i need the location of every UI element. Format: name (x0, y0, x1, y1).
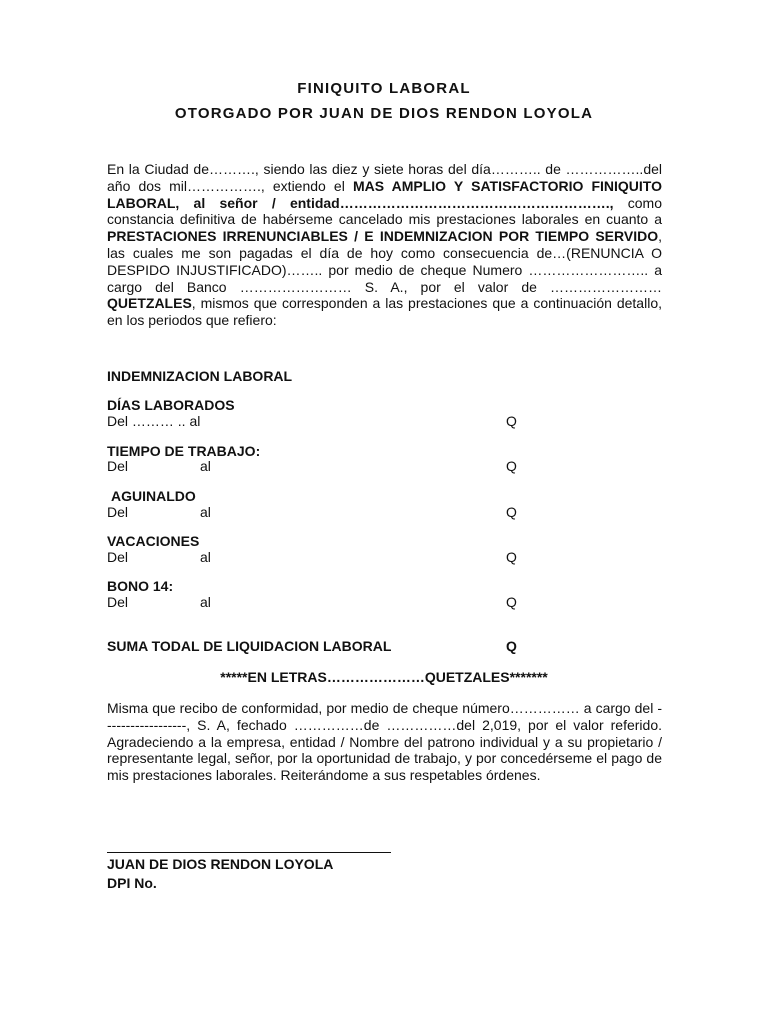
amount-in-words: *****EN LETRAS…………………QUETZALES******* (220, 669, 548, 685)
tiempo-heading: TIEMPO DE TRABAJO: (107, 443, 261, 459)
signature-line (107, 852, 391, 853)
document-title: FINIQUITO LABORAL (297, 80, 471, 97)
total-amount: Q (506, 638, 517, 654)
intro-text-1: En la Ciudad de………., siendo las diez y siete horas del día……….. de ……………..del año dos mil……………., extiendo el (107, 161, 662, 194)
dias-period: Del ……… .. al (107, 413, 201, 429)
aguinaldo-amount: Q (506, 504, 517, 520)
aguinaldo-del: Del (107, 504, 129, 520)
vacaciones-al: al (200, 549, 211, 565)
total-label: SUMA TODAL DE LIQUIDACION LABORAL (107, 638, 392, 654)
intro-bold-1: MAS AMPLIO Y SATISFACTORIO FINIQUITO LABORAL, al señor / entidad…………………………………………………., (107, 177, 662, 211)
bono-al: al (200, 594, 211, 610)
bono-amount: Q (506, 594, 517, 610)
closing-paragraph: Misma que recibo de conformidad, por medio de cheque número…………… a cargo del ------------------, S. A, fechado ……………de ……………del 2,019, por el valor referido. Agradeciendo a la empresa, entidad / Nombre del patrono individual y a su propietario / representante legal, señor, por la oportunidad de trabajo, y por concedérseme el pago de mis prestaciones laborales. Reiterándome a sus respetables órdenes. (107, 700, 662, 784)
dpi-label: DPI No. (107, 875, 157, 891)
tiempo-amount: Q (506, 458, 517, 474)
dias-amount: Q (506, 413, 517, 429)
bono-heading: BONO 14: (107, 578, 174, 594)
bono-del: Del (107, 594, 129, 610)
intro-text-2: como constancia definitiva de habérseme cancelado mis prestaciones laborales en cuanto a (107, 194, 663, 228)
vacaciones-del: Del (107, 549, 129, 565)
intro-bold-3: QUETZALES (107, 295, 192, 312)
intro-bold-2: PRESTACIONES IRRENUNCIABLES / E INDEMNIZACION POR TIEMPO SERVIDO (107, 228, 659, 245)
vacaciones-heading: VACACIONES (107, 533, 200, 549)
dias-heading: DÍAS LABORADOS (107, 397, 235, 413)
vacaciones-amount: Q (506, 549, 517, 565)
intro-text-3: , las cuales me son pagadas el día de hoy como consecuencia de…(RENUNCIA O DESPIDO INJUSTIFICADO)…….. por medio de cheque Numero …………………….. a cargo del Banco …………………… S. A., por el valor de …………………… (107, 228, 662, 295)
aguinaldo-al: al (200, 504, 211, 520)
aguinaldo-heading: AGUINALDO (111, 488, 196, 504)
tiempo-del: Del (107, 458, 129, 474)
indemnizacion-heading: INDEMNIZACION LABORAL (107, 368, 293, 384)
intro-text-4: , mismos que corresponden a las prestaciones que a continuación detallo, en los periodos que refiero: (107, 295, 662, 329)
signatory-name: JUAN DE DIOS RENDON LOYOLA (107, 856, 334, 872)
tiempo-al: al (200, 458, 211, 474)
document-subtitle: OTORGADO POR JUAN DE DIOS RENDON LOYOLA (174, 105, 594, 122)
intro-paragraph (107, 161, 662, 329)
